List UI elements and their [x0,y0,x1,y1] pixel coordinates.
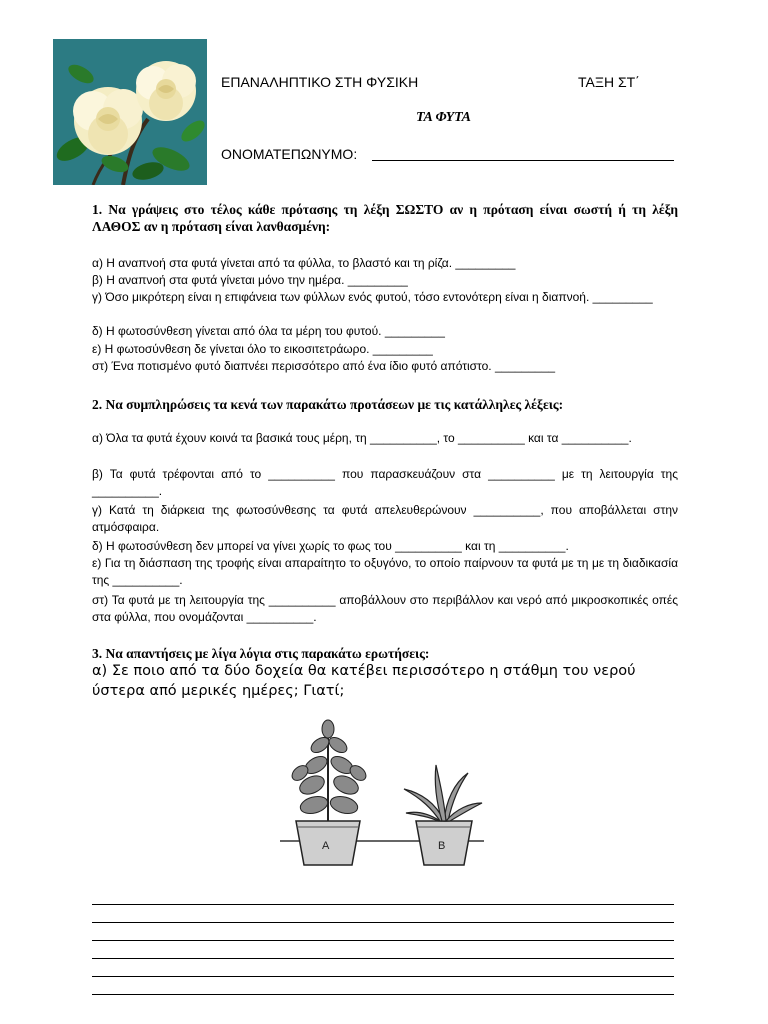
name-line [372,160,674,161]
question-2-title: 2. Να συμπληρώσεις τα κενά των παρακάτω προτάσεων με τις κατάλληλες λέξεις: [92,397,564,412]
answer-line-1[interactable] [92,904,674,905]
pot-b-label: Β [438,840,446,852]
q2-item-f: στ) Τα φυτά με τη λειτουργία της __________ αποβάλλουν στο περιβάλλον και νερό από μικροσκοπικές οπές στα φύλλα, που ονομάζονται __________. [92,593,678,624]
q1-item-e: ε) Η φωτοσύνθεση δε γίνεται όλο το εικοσιτετράωρο. _________ [92,342,433,356]
q1-item-a: α) Η αναπνοή στα φυτά γίνεται από τα φύλλα, το βλαστό και τη ρίζα. _________ [92,256,516,270]
q2-item-e: ε) Για τη διάσπαση της τροφής είναι απαραίτητο το οξυγόνο, το οποίο παίρνουν τα φυτά με τη με τη διαδικασία της __________. [92,556,678,587]
q2-item-a: α) Όλα τα φυτά έχουν κοινά τα βασικά τους μέρη, τη __________, το __________ και τα __________. [92,431,632,445]
q1-item-d: δ) Η φωτοσύνθεση γίνεται από όλα τα μέρη του φυτού. _________ [92,324,445,338]
name-label: ΟΝΟΜΑΤΕΠΩΝΥΜΟ: [221,146,358,162]
plants-in-pots-illustration [276,713,488,881]
answer-line-4[interactable] [92,958,674,959]
answer-line-6[interactable] [92,994,674,995]
worksheet-grade: ΤΑΞΗ ΣΤ΄ [578,74,640,90]
worksheet-topic: ΤΑ ΦΥΤΑ [416,110,471,125]
answer-line-3[interactable] [92,940,674,941]
q1-item-b: β) Η αναπνοή στα φυτά γίνεται μόνο την ημέρα. _________ [92,273,408,287]
worksheet-subject: ΕΠΑΝΑΛΗΠΤΙΚΟ ΣΤΗ ΦΥΣΙΚΗ [221,74,419,90]
q1-item-c: γ) Όσο μικρότερη είναι η επιφάνεια των φύλλων ενός φυτού, τόσο εντονότερη είναι η διαπνοή. _________ [92,290,653,304]
q2-item-b: β) Τα φυτά τρέφονται από το __________ που παρασκευάζουν στα __________ με τη λειτουργία της __________. [92,467,678,498]
rose-picture [53,39,207,185]
question-3-title: 3. Να απαντήσεις με λίγα λόγια στις παρακάτω ερωτήσεις: [92,646,430,661]
pot-a-label: Α [322,840,330,852]
question-3a-text: α) Σε ποιο από τα δύο δοχεία θα κατέβει περισσότερο η στάθμη του νερού ύστερα από μερικές ημέρες; Γιατί; [92,663,636,699]
q1-item-f: στ) Ένα ποτισμένο φυτό διαπνέει περισσότερο από ένα ίδιο φυτό απότιστο. _________ [92,359,556,373]
answer-line-5[interactable] [92,976,674,977]
question-1-title: 1. Να γράψεις στο τέλος κάθε πρότασης τη λέξη ΣΩΣΤΟ αν η πρόταση είναι σωστή ή τη λέξη ΛΑΘΟΣ αν η πρόταση είναι λανθασμένη: [92,202,678,234]
q2-item-c: γ) Κατά τη διάρκεια της φωτοσύνθεσης τα φυτά απελευθερώνουν __________, που αποβάλλεται στην ατμόσφαιρα. [92,503,678,534]
answer-line-2[interactable] [92,922,674,923]
q2-item-d: δ) Η φωτοσύνθεση δεν μπορεί να γίνει χωρίς το φως του __________ και τη __________. [92,539,569,553]
